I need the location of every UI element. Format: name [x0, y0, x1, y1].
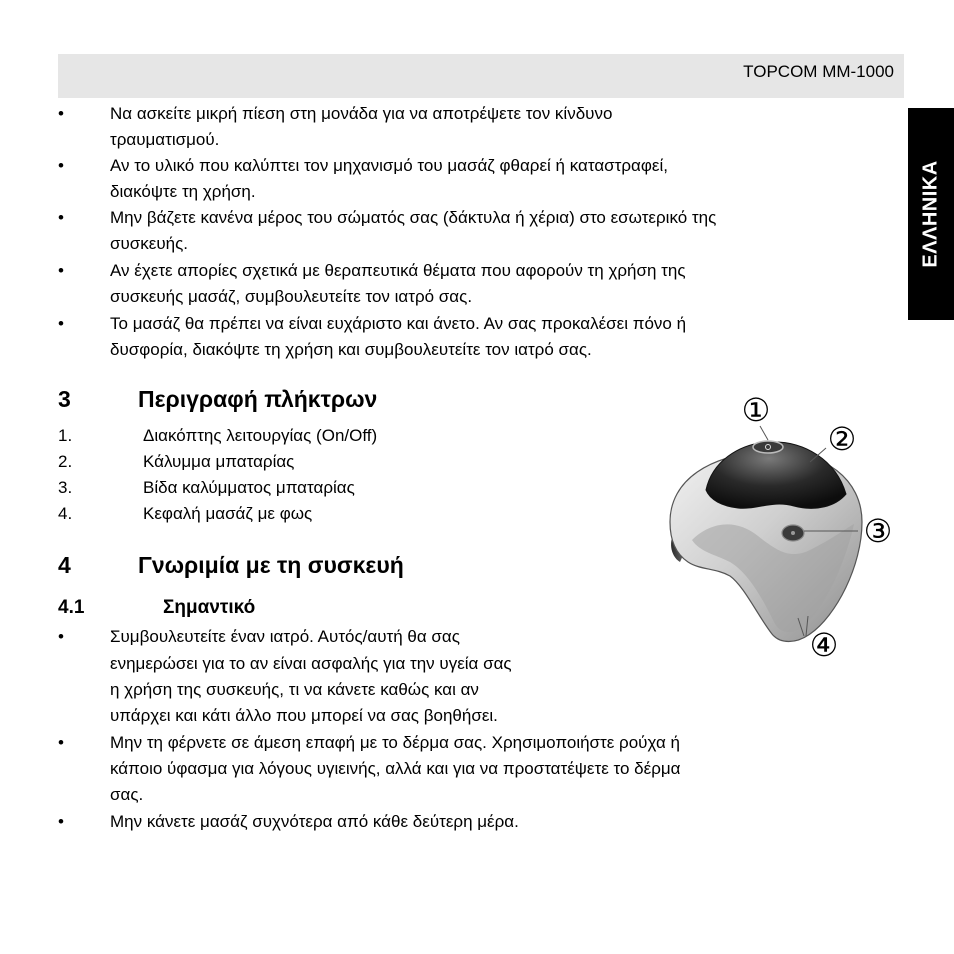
callout-1: ①	[741, 391, 771, 429]
page-header	[58, 54, 904, 98]
callout-3: ③	[863, 512, 893, 550]
intro-bullet-2-line-1: Αν το υλικό που καλύπτει τον μηχανισμό του μασάζ φθαρεί ή καταστραφεί,	[110, 156, 668, 175]
section-4-title: Γνωριμία με τη συσκευή	[138, 552, 404, 578]
intro-bullet-5-line-2: δυσφορία, διακόψτε τη χρήση και συμβουλευτείτε τον ιατρό σας.	[110, 340, 592, 359]
bullet-marker: •	[58, 314, 64, 333]
item-4-number: 4.	[58, 504, 73, 523]
bullet-marker: •	[58, 208, 64, 227]
item-2-text: Κάλυμμα μπαταρίας	[143, 452, 295, 471]
item-2-number: 2.	[58, 452, 73, 471]
important-bullet-1-line-1: Συμβουλευτείτε έναν ιατρό. Αυτός/αυτή θα σας	[110, 627, 460, 646]
section-4-1-number: 4.1	[58, 597, 85, 618]
bullet-marker: •	[58, 733, 64, 752]
header-model: TOPCOM MM-1000	[743, 62, 894, 81]
language-tab	[908, 108, 954, 320]
intro-bullet-3-line-2: συσκευής.	[110, 234, 189, 253]
important-bullet-2-line-2: κάποιο ύφασμα για λόγους υγιεινής, αλλά και για να προστατέψετε το δέρμα	[110, 759, 681, 778]
section-3-title: Περιγραφή πλήκτρων	[138, 386, 378, 412]
language-tab-label: ΕΛΛΗΝΙΚΑ	[919, 160, 942, 268]
intro-bullet-1-line-1: Να ασκείτε μικρή πίεση στη μονάδα για να αποτρέψετε τον κίνδυνο	[110, 104, 613, 123]
bullet-marker: •	[58, 156, 64, 175]
screw-center	[791, 531, 795, 535]
item-3-number: 3.	[58, 478, 73, 497]
intro-bullet-5-line-1: Το μασάζ θα πρέπει να είναι ευχάριστο και άνετο. Αν σας προκαλέσει πόνο ή	[110, 314, 687, 333]
intro-bullet-3-line-1: Μην βάζετε κανένα μέρος του σώματός σας (δάκτυλα ή χέρια) στο εσωτερικό της	[110, 208, 717, 227]
intro-bullet-4-line-2: συσκευής μασάζ, συμβουλευτείτε τον ιατρό σας.	[110, 287, 473, 306]
important-bullet-1-line-4: υπάρχει και κάτι άλλο που μπορεί να σας βοηθήσει.	[110, 706, 498, 725]
callout-4: ④	[809, 626, 839, 664]
bullet-marker: •	[58, 104, 64, 123]
item-3-text: Βίδα καλύμματος μπαταρίας	[143, 478, 355, 497]
intro-bullet-2-line-2: διακόψτε τη χρήση.	[110, 182, 256, 201]
massager-illustration	[640, 390, 900, 670]
item-1-number: 1.	[58, 426, 73, 445]
bullet-marker: •	[58, 261, 64, 280]
section-4-number: 4	[58, 552, 71, 578]
callout-2: ②	[827, 420, 857, 458]
section-3-number: 3	[58, 386, 71, 412]
important-bullet-1-line-2: ενημερώσει για το αν είναι ασφαλής για την υγεία σας	[110, 654, 512, 673]
section-4-1-title: Σημαντικό	[163, 597, 256, 618]
important-bullet-1-line-3: η χρήση της συσκευής, τι να κάνετε καθώς και αν	[110, 680, 479, 699]
intro-bullet-1-line-2: τραυματισμού.	[110, 130, 220, 149]
intro-bullet-4-line-1: Αν έχετε απορίες σχετικά με θεραπευτικά θέματα που αφορούν τη χρήση της	[110, 261, 686, 280]
item-1-text: Διακόπτης λειτουργίας (On/Off)	[143, 426, 378, 445]
bullet-marker: •	[58, 812, 64, 831]
important-bullet-2-line-3: σας.	[110, 785, 144, 804]
important-bullet-3-line-1: Μην κάνετε μασάζ συχνότερα από κάθε δεύτερη μέρα.	[110, 812, 519, 831]
on-off-button	[753, 441, 783, 453]
item-4-text: Κεφαλή μασάζ με φως	[143, 504, 313, 523]
bullet-marker: •	[58, 627, 64, 646]
important-bullet-2-line-1: Μην τη φέρνετε σε άμεση επαφή με το δέρμα σας. Χρησιμοποιήστε ρούχα ή	[110, 733, 680, 752]
